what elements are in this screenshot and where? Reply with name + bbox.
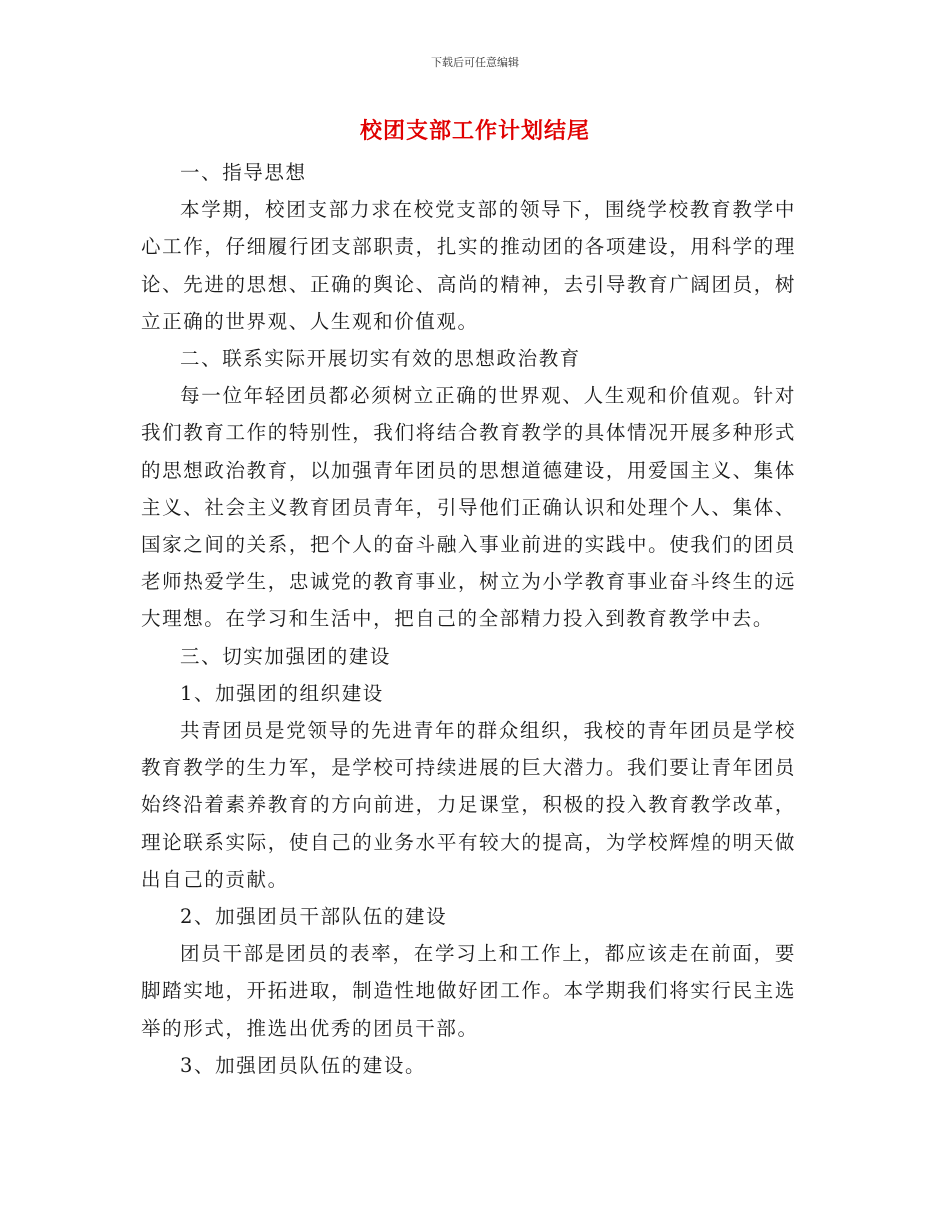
- document-title: 校团支部工作计划结尾: [359, 118, 590, 144]
- paragraph-guiding-ideology: 本学期，校团支部力求在校党支部的领导下，围绕学校教育教学中心工作，仔细履行团支部职责，扎实的推动团的各项建设，用科学的理论、先进的思想、正确的舆论、高尚的精神，去引导教育广阔团员，树立正确的世界观、人生观和价值观。: [141, 198, 796, 333]
- paragraph-organization-building: 共青团员是党领导的先进青年的群众组织，我校的青年团员是学校教育教学的生力军，是学校可持续进展的巨大潜力。我们要让青年团员始终沿着素养教育的方向前进，力足课堂，积极的投入教育教学改革，理论联系实际，使自己的业务水平有较大的提高，为学校辉煌的明天做出自己的贡献。: [141, 719, 796, 891]
- subheading-cadre-building: 2、加强团员干部队伍的建设: [180, 905, 448, 929]
- subheading-organization-building: 1、加强团的组织建设: [180, 681, 384, 705]
- section-heading-guiding-ideology: 一、指导思想: [180, 161, 307, 184]
- document-body: [141, 154, 796, 1084]
- section-heading-league-building: 三、切实加强团的建设: [180, 644, 392, 668]
- paragraph-political-education: 每一位年轻团员都必须树立正确的世界观、人生观和价值观。针对我们教育工作的特别性，我们将结合教育教学的具体情况开展多种形式的思想政治教育，以加强青年团员的思想道德建设，用爱国主义、集体主义、社会主义教育团员青年，引导他们正确认识和处理个人、集体、国家之间的关系，把个人的奋斗融入事业前进的实践中。使我们的团员老师热爱学生，忠诚党的教育事业，树立为小学教育事业奋斗终生的远大理想。在学习和生活中，把自己的全部精力投入到教育教学中去。: [141, 384, 796, 631]
- section-heading-political-education: 二、联系实际开展切实有效的思想政治教育: [180, 347, 581, 371]
- subheading-member-building: 3、加强团员队伍的建设。: [180, 1053, 427, 1077]
- header-note: 下载后可任意编辑: [431, 56, 519, 69]
- paragraph-cadre-building: 团员干部是团员的表率，在学习上和工作上，都应该走在前面，要脚踏实地，开拓进取，制造性地做好团工作。本学期我们将实行民主选举的形式，推选出优秀的团员干部。: [141, 942, 796, 1040]
